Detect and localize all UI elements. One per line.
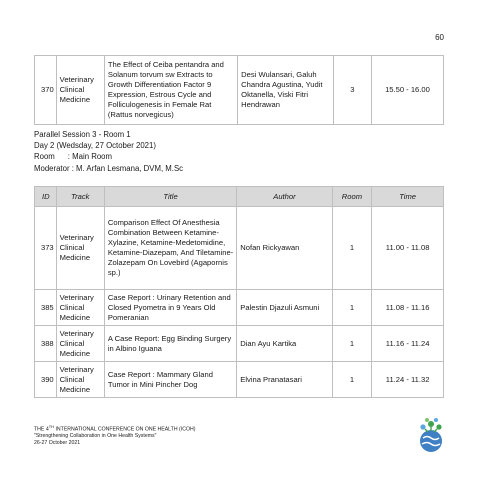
table-row (35, 56, 444, 125)
row-track: Veterinary Clinical Medicine (56, 362, 104, 398)
table-row (35, 207, 444, 290)
footer-title-pre: THE 4 (34, 426, 49, 433)
footer-title-post: INTERNATIONAL CONFERENCE ON ONE HEALTH (ICOH) (54, 426, 196, 433)
row-title: A Case Report: Egg Binding Surgery in Albino Iguana (104, 326, 236, 362)
row-time: 11.08 - 11.16 (372, 290, 444, 326)
row-id: 385 (35, 290, 57, 326)
footer-conference-title (34, 424, 195, 433)
header-time: Time (372, 187, 444, 207)
row-time: 11.16 - 11.24 (372, 326, 444, 362)
row-title: Case Report : Mammary Gland Tumor in Mini Pincher Dog (104, 362, 236, 398)
row-id: 388 (35, 326, 57, 362)
row-id: 370 (35, 56, 57, 125)
header-room: Room (332, 187, 372, 207)
row-track: Veterinary Clinical Medicine (56, 290, 104, 326)
row-author: Dian Ayu Kartika (237, 326, 332, 362)
previous-session-table (34, 55, 444, 125)
session-info (34, 129, 183, 174)
row-author: Desi Wulansari, Galuh Chandra Agustina, Yudit Oktanella, Viski Fitri Hendrawan (238, 56, 334, 125)
page-number: 60 (435, 33, 444, 42)
row-title: Case Report : Urinary Retention and Closed Pyometra in 9 Years Old Pomeranian (104, 290, 236, 326)
row-author: Nofan Rickyawan (237, 207, 332, 290)
footer-title-sup: TH (48, 424, 55, 429)
row-track: Veterinary Clinical Medicine (56, 56, 104, 125)
row-author: Palestin Djazuli Asmuni (237, 290, 332, 326)
row-time: 11.24 - 11.32 (372, 362, 444, 398)
row-room: 1 (332, 290, 372, 326)
row-id: 390 (35, 362, 57, 398)
row-room: 1 (332, 207, 372, 290)
session-title: Parallel Session 3 - Room 1 (34, 130, 131, 139)
table-row (35, 290, 444, 326)
row-title: Comparison Effect Of Anesthesia Combination Between Ketamine-Xylazine, Ketamine-Medetomidine, Ketamine-Diazepam, And Tiletamine-Zolazepam On Lovebird (Agapornis sp.) (104, 207, 236, 290)
table-row (35, 362, 444, 398)
row-track: Veterinary Clinical Medicine (56, 207, 104, 290)
footer (34, 424, 195, 447)
conference-logo-icon (414, 416, 448, 454)
session-schedule-table (34, 186, 444, 398)
header-track: Track (56, 187, 104, 207)
row-time: 15.50 - 16.00 (371, 56, 443, 125)
row-id: 373 (35, 207, 57, 290)
header-title: Title (104, 187, 236, 207)
session-room: Room : Main Room (34, 152, 112, 162)
footer-dates: 26-27 October 2021 (34, 439, 81, 446)
row-room: 1 (332, 326, 372, 362)
session-day: Day 2 (Wedsday, 27 October 2021) (34, 141, 156, 151)
row-time: 11.00 - 11.08 (372, 207, 444, 290)
row-author: Elvina Pranatasari (237, 362, 332, 398)
row-title: The Effect of Ceiba pentandra and Solanum torvum sw Extracts to Growth Differentiation Factor 9 Expression, Estrous Cycle and Folliculogenesis in Female Rat (Rattus norvegicus) (104, 56, 237, 125)
logo-globe (420, 430, 442, 452)
header-id: ID (35, 187, 57, 207)
table-row (35, 326, 444, 362)
footer-tagline: "Strengthening Collaboration in One Health Systems" (34, 433, 157, 440)
row-room: 3 (333, 56, 371, 125)
table-header-row (35, 187, 444, 207)
row-room: 1 (332, 362, 372, 398)
header-author: Author (237, 187, 332, 207)
row-track: Veterinary Clinical Medicine (56, 326, 104, 362)
session-moderator: Moderator : M. Arfan Lesmana, DVM, M.Sc (34, 163, 184, 173)
